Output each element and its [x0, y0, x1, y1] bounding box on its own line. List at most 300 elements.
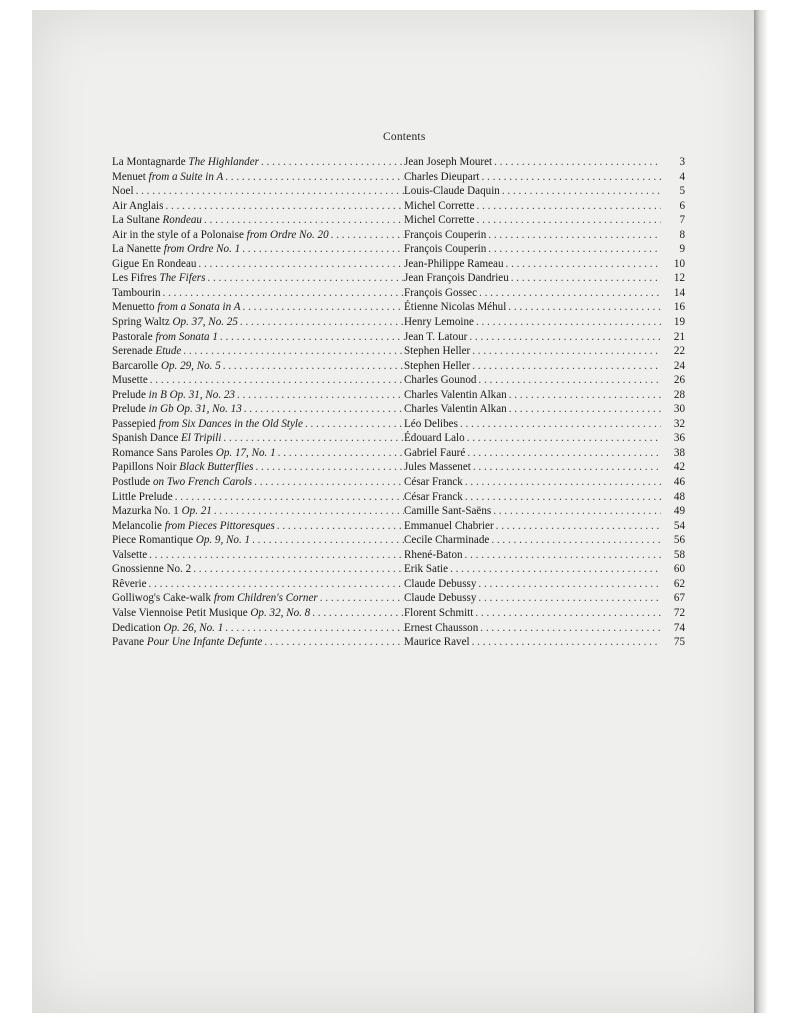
- toc-title: [112, 170, 404, 185]
- toc-composer: [404, 170, 661, 185]
- dot-leader: [463, 548, 661, 563]
- toc-title: [112, 315, 404, 330]
- piece-title: Papillons Noir: [112, 461, 177, 474]
- dot-leader: [476, 373, 661, 388]
- toc-composer: [404, 635, 661, 650]
- toc-title: [112, 155, 404, 170]
- composer-name: Ernest Chausson: [404, 621, 479, 634]
- toc-entry: [112, 591, 685, 606]
- piece-title: La Sultane: [112, 214, 160, 227]
- toc-entry: [112, 446, 685, 461]
- piece-title: Rêverie: [112, 577, 147, 590]
- toc-title: [112, 475, 404, 490]
- toc-entry: [112, 228, 685, 243]
- toc-title: [112, 359, 404, 374]
- piece-title: Melancolie: [112, 519, 162, 532]
- toc-composer: [404, 257, 661, 272]
- page-number: 46: [673, 476, 685, 489]
- contents-heading: Contents: [383, 131, 426, 143]
- dot-leader: [474, 315, 661, 330]
- dot-leader: [478, 621, 661, 636]
- toc-title: [112, 446, 404, 461]
- dot-leader: [463, 490, 661, 505]
- toc-title: [112, 577, 404, 592]
- dot-leader: [491, 504, 661, 519]
- page-number: 42: [673, 461, 685, 474]
- dot-leader: [500, 184, 661, 199]
- dot-leader: [212, 504, 404, 519]
- dot-leader: [476, 591, 661, 606]
- toc-title: [112, 635, 404, 650]
- page-number: 72: [673, 606, 685, 619]
- toc-entry: [112, 388, 685, 403]
- toc-composer: [404, 344, 661, 359]
- dot-leader: [509, 271, 661, 286]
- piece-title: Piece Romantique: [112, 534, 194, 547]
- composer-name: Léo Delibes: [404, 417, 458, 430]
- piece-title: Pavane: [112, 636, 145, 649]
- page-number: 75: [673, 636, 685, 649]
- dot-leader: [259, 155, 404, 170]
- page-number: 62: [673, 577, 685, 590]
- composer-name: César Franck: [404, 476, 463, 489]
- page-number: 5: [679, 185, 685, 198]
- piece-title: Menuetto: [112, 301, 155, 314]
- toc-entry: [112, 199, 685, 214]
- piece-subtitle: from Ordre No. 20: [246, 228, 329, 241]
- toc-composer: [404, 242, 661, 257]
- piece-title: Pastorale: [112, 330, 153, 343]
- piece-subtitle: El Tripili: [181, 432, 222, 445]
- composer-name: Jean François Dandrieu: [404, 272, 509, 285]
- dot-leader: [196, 257, 404, 272]
- page-number: 8: [679, 228, 685, 241]
- dot-leader: [489, 533, 661, 548]
- dot-leader: [250, 533, 404, 548]
- toc-entry: [112, 417, 685, 432]
- piece-title: La Montagnarde: [112, 156, 186, 168]
- toc-entry: [112, 577, 685, 592]
- page-number: 58: [673, 548, 685, 561]
- composer-name: Michel Corrette: [404, 214, 475, 227]
- toc-entry: [112, 344, 685, 359]
- toc-entry: [112, 635, 685, 650]
- toc-composer: [404, 606, 661, 621]
- toc-title: [112, 402, 404, 417]
- toc-entry: [112, 402, 685, 417]
- dot-leader: [465, 431, 661, 446]
- toc-entry: [112, 213, 685, 228]
- composer-name: Stephen Heller: [404, 345, 471, 358]
- piece-title: Menuet: [112, 170, 146, 183]
- piece-title: Spring Waltz: [112, 316, 170, 329]
- toc-composer: [404, 184, 661, 199]
- dot-leader: [147, 548, 404, 563]
- toc-composer: [404, 431, 661, 446]
- toc-composer: [404, 533, 661, 548]
- toc-composer: [404, 490, 661, 505]
- dot-leader: [238, 315, 404, 330]
- piece-subtitle: Op. 26, No. 1: [163, 621, 224, 634]
- page-number: 3: [679, 156, 685, 168]
- toc-composer: [404, 286, 661, 301]
- composer-name: Emmanuel Chabrier: [404, 519, 494, 532]
- dot-leader: [475, 199, 661, 214]
- dot-leader: [448, 562, 661, 577]
- piece-subtitle: Op. 21: [181, 505, 212, 518]
- dot-leader: [276, 446, 404, 461]
- dot-leader: [205, 271, 404, 286]
- piece-title: Valsette: [112, 548, 148, 561]
- toc-entry: [112, 184, 685, 199]
- dot-leader: [134, 184, 404, 199]
- page-number: 32: [673, 417, 685, 430]
- dot-leader: [504, 257, 661, 272]
- toc-composer: [404, 460, 661, 475]
- composer-name: Henry Lemoine: [404, 316, 474, 329]
- toc-entry: [112, 548, 685, 563]
- composer-name: Claude Debussy: [404, 577, 477, 590]
- page-number: 24: [673, 359, 685, 372]
- page-number: 10: [673, 257, 685, 270]
- page-number: 48: [673, 490, 685, 503]
- toc-title: [112, 417, 404, 432]
- dot-leader: [476, 577, 661, 592]
- toc-composer: [404, 446, 661, 461]
- composer-name: Charles Valentin Alkan: [404, 388, 507, 401]
- toc-composer: [404, 475, 661, 490]
- piece-subtitle: Op. 32, No. 8: [250, 606, 311, 619]
- toc-entry: [112, 475, 685, 490]
- piece-subtitle: from Six Dances in the Old Style: [158, 417, 303, 430]
- toc-title: [112, 504, 404, 519]
- dot-leader: [463, 475, 661, 490]
- page-number: 38: [673, 446, 685, 459]
- toc-composer: [404, 562, 661, 577]
- dot-leader: [475, 213, 661, 228]
- piece-title: Golliwog's Cake-walk: [112, 592, 212, 605]
- dot-leader: [303, 417, 404, 432]
- piece-title: Little Prelude: [112, 490, 173, 503]
- composer-name: Rhené-Baton: [404, 548, 463, 561]
- dot-leader: [492, 155, 661, 170]
- toc-composer: [404, 417, 661, 432]
- dot-leader: [507, 402, 661, 417]
- piece-subtitle: from Sonata 1: [155, 330, 218, 343]
- toc-title: [112, 242, 404, 257]
- dot-leader: [275, 519, 404, 534]
- toc-title: [112, 621, 404, 636]
- dot-leader: [221, 431, 404, 446]
- page-number: 16: [673, 301, 685, 314]
- composer-name: Florent Schmitt: [404, 606, 474, 619]
- dot-leader: [221, 359, 404, 374]
- toc-composer: [404, 548, 661, 563]
- dot-leader: [240, 242, 404, 257]
- composer-name: Étienne Nicolas Méhul: [404, 301, 507, 314]
- dot-leader: [479, 170, 661, 185]
- toc-composer: [404, 213, 661, 228]
- piece-subtitle: Op. 37, No. 25: [172, 316, 238, 329]
- toc-entry: [112, 562, 685, 577]
- toc-composer: [404, 591, 661, 606]
- page-number: 4: [679, 170, 685, 183]
- dot-leader: [471, 460, 661, 475]
- toc-title: [112, 257, 404, 272]
- dot-leader: [173, 490, 404, 505]
- dot-leader: [253, 460, 404, 475]
- toc-entry: [112, 373, 685, 388]
- toc-composer: [404, 199, 661, 214]
- page-number: 60: [673, 563, 685, 576]
- piece-subtitle: Op. 29, No. 5: [160, 359, 221, 372]
- dot-leader: [223, 621, 404, 636]
- toc-entry: [112, 504, 685, 519]
- dot-leader: [329, 228, 404, 243]
- toc-composer: [404, 388, 661, 403]
- dot-leader: [161, 286, 404, 301]
- dot-leader: [148, 373, 404, 388]
- dot-leader: [494, 519, 661, 534]
- toc-composer: [404, 271, 661, 286]
- toc-title: [112, 562, 404, 577]
- piece-subtitle: Op. 9, No. 1: [195, 534, 251, 547]
- dot-leader: [202, 213, 404, 228]
- composer-name: Erik Satie: [404, 563, 449, 576]
- toc-title: [112, 184, 404, 199]
- page-number: 6: [679, 199, 685, 212]
- piece-subtitle: Pour Une Infante Defunte: [146, 636, 263, 649]
- composer-name: Charles Dieupart: [404, 170, 480, 183]
- dot-leader: [470, 344, 661, 359]
- dot-leader: [242, 402, 404, 417]
- piece-subtitle: Black Butterflies: [179, 461, 254, 474]
- dot-leader: [218, 330, 404, 345]
- toc-entry: [112, 359, 685, 374]
- page-number: 22: [673, 345, 685, 358]
- toc-title: [112, 286, 404, 301]
- toc-entry: [112, 242, 685, 257]
- composer-name: Jean-Philippe Rameau: [404, 257, 504, 270]
- piece-subtitle: Rondeau: [162, 214, 202, 227]
- page-number: 49: [673, 505, 685, 518]
- composer-name: Stephen Heller: [404, 359, 471, 372]
- toc-entry: [112, 155, 685, 170]
- piece-title: Les Fifres: [112, 272, 157, 285]
- dot-leader: [235, 388, 404, 403]
- page-number: 56: [673, 534, 685, 547]
- composer-name: François Gossec: [404, 286, 478, 299]
- toc-composer: [404, 330, 661, 345]
- toc-composer: [404, 315, 661, 330]
- piece-title: Prelude: [112, 403, 146, 416]
- composer-name: Michel Corrette: [404, 199, 475, 212]
- piece-title: Gigue En Rondeau: [112, 257, 197, 270]
- piece-title: Air Anglais: [112, 199, 164, 212]
- composer-name: Jules Massenet: [404, 461, 471, 474]
- composer-name: Camille Sant-Saëns: [404, 505, 492, 518]
- toc-title: [112, 330, 404, 345]
- page-number: 19: [673, 316, 685, 329]
- toc-composer: [404, 504, 661, 519]
- piece-subtitle: on Two French Carols: [153, 476, 253, 489]
- dot-leader: [318, 591, 404, 606]
- piece-subtitle: The Fifers: [159, 272, 206, 285]
- toc-entry: [112, 330, 685, 345]
- composer-name: Jean T. Latour: [404, 330, 468, 343]
- toc-title: [112, 533, 404, 548]
- piece-title: La Nanette: [112, 243, 161, 256]
- piece-subtitle: from Pieces Pittoresques: [164, 519, 275, 532]
- page-number: 28: [673, 388, 685, 401]
- piece-subtitle: in B Op. 31, No. 23: [148, 388, 235, 401]
- toc-title: [112, 591, 404, 606]
- page-number: 36: [673, 432, 685, 445]
- composer-name: François Couperin: [404, 228, 487, 241]
- dot-leader: [477, 286, 661, 301]
- piece-subtitle: in Gb Op. 31, No. 13: [148, 403, 242, 416]
- toc-title: [112, 199, 404, 214]
- toc-entry: [112, 431, 685, 446]
- piece-title: Noel: [112, 185, 134, 198]
- toc-composer: [404, 228, 661, 243]
- toc-entry: [112, 519, 685, 534]
- page-number: 26: [673, 374, 685, 387]
- dot-leader: [458, 417, 661, 432]
- toc-entry: [112, 315, 685, 330]
- toc-entry: [112, 170, 685, 185]
- toc-composer: [404, 359, 661, 374]
- page-number: 21: [673, 330, 685, 343]
- piece-subtitle: from a Sonata in A: [157, 301, 241, 314]
- toc-composer: [404, 621, 661, 636]
- toc-entry: [112, 286, 685, 301]
- toc-entry: [112, 533, 685, 548]
- piece-subtitle: Op. 17, No. 1: [215, 446, 276, 459]
- composer-name: Jean Joseph Mouret: [404, 156, 493, 168]
- toc-title: [112, 519, 404, 534]
- page-number: 14: [673, 286, 685, 299]
- toc-title: [112, 271, 404, 286]
- dot-leader: [241, 300, 404, 315]
- piece-title: Mazurka No. 1: [112, 505, 179, 518]
- composer-name: François Couperin: [404, 243, 487, 256]
- dot-leader: [486, 242, 661, 257]
- toc-title: [112, 490, 404, 505]
- page-edge-shadow: [754, 10, 768, 1013]
- piece-subtitle: from a Suite in A: [148, 170, 224, 183]
- piece-title: Musette: [112, 374, 148, 387]
- toc-title: [112, 548, 404, 563]
- piece-subtitle: Etude: [155, 345, 182, 358]
- toc-title: [112, 431, 404, 446]
- piece-subtitle: from Children's Corner: [213, 592, 318, 605]
- toc-entry: [112, 606, 685, 621]
- toc-title: [112, 388, 404, 403]
- page-number: 74: [673, 621, 685, 634]
- composer-name: Gabriel Fauré: [404, 446, 466, 459]
- piece-title: Valse Viennoise Petit Musique: [112, 606, 248, 619]
- piece-subtitle: from Ordre No. 1: [163, 243, 241, 256]
- dot-leader: [507, 388, 661, 403]
- page-number: 30: [673, 403, 685, 416]
- dot-leader: [506, 300, 661, 315]
- contents-list: [112, 155, 685, 650]
- piece-title: Barcarolle: [112, 359, 159, 372]
- dot-leader: [486, 228, 661, 243]
- piece-title: Air in the style of a Polonaise: [112, 228, 244, 241]
- dot-leader: [465, 446, 661, 461]
- piece-title: Prelude: [112, 388, 146, 401]
- toc-composer: [404, 373, 661, 388]
- composer-name: Louis-Claude Daquin: [404, 185, 500, 198]
- dot-leader: [470, 635, 661, 650]
- composer-name: César Franck: [404, 490, 463, 503]
- page-number: 7: [679, 214, 685, 227]
- composer-name: Maurice Ravel: [404, 636, 470, 649]
- toc-composer: [404, 402, 661, 417]
- composer-name: Cecile Charminade: [404, 534, 490, 547]
- piece-title: Passepied: [112, 417, 156, 430]
- piece-title: Gnossienne No. 2: [112, 563, 192, 576]
- toc-entry: [112, 257, 685, 272]
- composer-name: Charles Valentin Alkan: [404, 403, 507, 416]
- toc-entry: [112, 300, 685, 315]
- dot-leader: [262, 635, 404, 650]
- toc-title: [112, 373, 404, 388]
- composer-name: Charles Gounod: [404, 374, 477, 387]
- composer-name: Édouard Lalo: [404, 432, 465, 445]
- dot-leader: [147, 577, 405, 592]
- page-number: 12: [673, 272, 685, 285]
- toc-composer: [404, 577, 661, 592]
- dot-leader: [191, 562, 404, 577]
- piece-title: Postlude: [112, 476, 151, 489]
- page-number: 54: [673, 519, 685, 532]
- piece-title: Tambourin: [112, 286, 161, 299]
- page-number: 9: [679, 243, 685, 256]
- toc-title: [112, 460, 404, 475]
- dot-leader: [310, 606, 404, 621]
- toc-entry: [112, 621, 685, 636]
- dot-leader: [223, 170, 404, 185]
- toc-title: [112, 213, 404, 228]
- page-number: 67: [673, 592, 685, 605]
- piece-subtitle: The Highlander: [188, 156, 259, 168]
- piece-title: Dedication: [112, 621, 161, 634]
- toc-title: [112, 606, 404, 621]
- toc-entry: [112, 460, 685, 475]
- dot-leader: [470, 359, 661, 374]
- piece-title: Romance Sans Paroles: [112, 446, 214, 459]
- toc-composer: [404, 155, 661, 170]
- toc-entry: [112, 271, 685, 286]
- piece-title: Serenade: [112, 345, 153, 358]
- toc-title: [112, 344, 404, 359]
- toc-composer: [404, 300, 661, 315]
- toc-entry: [112, 490, 685, 505]
- dot-leader: [467, 330, 661, 345]
- toc-title: [112, 228, 404, 243]
- dot-leader: [473, 606, 661, 621]
- toc-title: [112, 300, 404, 315]
- dot-leader: [252, 475, 404, 490]
- dot-leader: [181, 344, 404, 359]
- piece-title: Spanish Dance: [112, 432, 179, 445]
- toc-composer: [404, 519, 661, 534]
- dot-leader: [163, 199, 404, 214]
- composer-name: Claude Debussy: [404, 592, 477, 605]
